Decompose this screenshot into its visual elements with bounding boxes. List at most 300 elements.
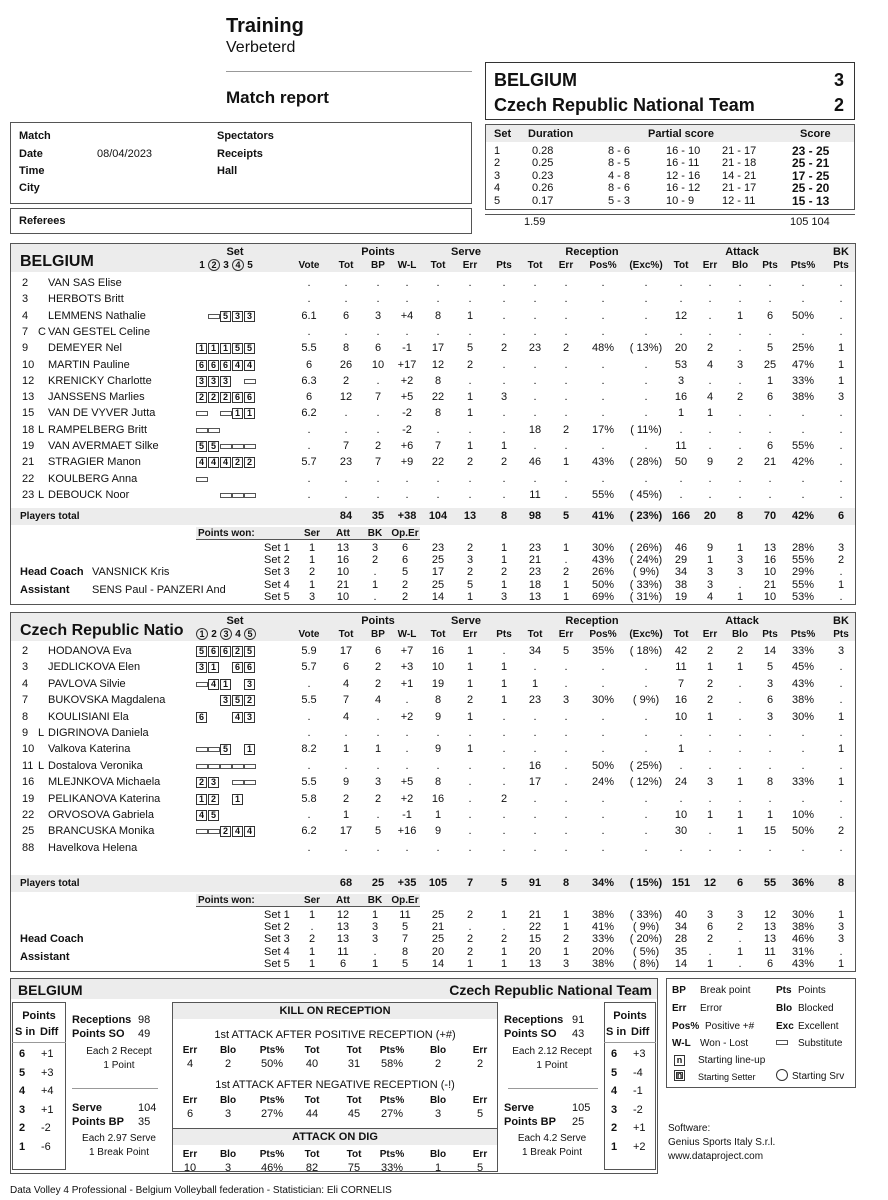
stat-cell: . <box>708 440 712 452</box>
stat-cell: . <box>738 277 742 289</box>
stat-cell: . <box>405 472 409 485</box>
stat-cell: 1 <box>342 743 350 756</box>
set-cell: 28 <box>674 933 688 946</box>
stat-cell: . <box>601 309 605 322</box>
legend-err-text: Error <box>700 1003 723 1014</box>
match-info-box <box>10 122 472 204</box>
set-cell: 28% <box>791 542 815 554</box>
total-cell: +38 <box>397 510 417 522</box>
set-cell: 3 <box>837 933 845 946</box>
kill-value: 40 <box>305 1058 319 1070</box>
legend-pts-text: Points <box>798 985 826 996</box>
stat-cell: 38% <box>791 391 815 404</box>
stat-cell: 1 <box>466 440 474 452</box>
set-cell: 43% <box>791 957 815 970</box>
stat-cell: 21 <box>763 456 777 469</box>
set-cell: 10 <box>336 590 350 603</box>
stat-cell: . <box>708 423 712 436</box>
rotation-box: 6 <box>244 662 255 673</box>
substitute-icon <box>208 747 220 752</box>
set-cell: 1 <box>466 957 474 970</box>
stat-cell: . <box>502 407 506 420</box>
stat-cell: ( 25%) <box>629 759 663 772</box>
stat-cell: 1 <box>466 677 474 690</box>
stat-cell: . <box>738 727 742 739</box>
stat-cell: 1 <box>736 661 744 674</box>
kill-col-header: Tot <box>346 1149 362 1160</box>
set-cell: 2 <box>308 566 316 579</box>
set-cell: 1 <box>500 542 508 554</box>
stat-cell: 3 <box>677 374 685 387</box>
stat-cell: 10% <box>791 809 815 821</box>
stat-cell: 1 <box>736 776 744 789</box>
player-number: 3 <box>22 293 29 306</box>
stat-cell: . <box>839 277 843 289</box>
substitute-icon <box>244 780 256 785</box>
rotation-box: 2 <box>244 457 255 468</box>
rotation-box: 5 <box>244 646 255 657</box>
stat-cell: . <box>644 727 648 739</box>
stat-cell: 3 <box>766 677 774 690</box>
starting-lineup-icon: n <box>674 1055 685 1066</box>
home-serve: 104 <box>138 1102 157 1114</box>
home-each-recept: Each 2 Recept <box>86 1046 152 1057</box>
stat-cell: 5.9 <box>301 645 317 657</box>
set-cell: 40 <box>674 909 688 921</box>
player-number: 19 <box>22 792 35 805</box>
players-total-label: Players total <box>20 878 80 889</box>
set-cell: 1 <box>371 957 379 970</box>
home-sin-label: S in <box>15 1026 36 1038</box>
home-team-name: BELGIUM <box>494 70 577 90</box>
column-header: (Exc%) <box>629 260 663 271</box>
kill-title: KILL ON RECEPTION <box>279 1005 391 1017</box>
stat-cell: . <box>839 809 843 821</box>
kill-col-header: Err <box>472 1095 488 1106</box>
home-sets-won: 3 <box>833 70 844 90</box>
stat-cell: +2 <box>400 792 414 805</box>
stat-cell: 1 <box>837 374 845 387</box>
stat-cell: . <box>344 472 348 485</box>
set-cell: 1 <box>371 909 379 921</box>
stat-cell: 5.7 <box>301 661 317 674</box>
away-points-label: Points <box>613 1010 647 1022</box>
stat-cell: . <box>839 792 843 805</box>
stat-cell: . <box>564 841 568 854</box>
stat-cell: +3 <box>400 661 414 674</box>
rotation-number: 2 <box>19 1122 26 1134</box>
set-cell: 31% <box>791 945 815 958</box>
stat-cell: 1 <box>466 661 474 674</box>
set-cell: 10 <box>763 590 777 603</box>
stat-cell: +9 <box>400 456 414 469</box>
home-serve-label: Serve <box>72 1102 102 1114</box>
stat-cell: 8 <box>434 309 442 322</box>
stat-cell: 33% <box>791 374 815 387</box>
stat-cell: . <box>344 423 348 436</box>
stat-cell: . <box>839 293 843 306</box>
stat-cell: 50% <box>791 825 815 838</box>
substitute-icon <box>196 764 208 769</box>
stat-cell: 38% <box>791 694 815 707</box>
column-header: Vote <box>298 629 320 640</box>
home-break-point: 1 Break Point <box>88 1147 150 1158</box>
set-cell: 3 <box>500 590 508 603</box>
set-cell: 16 - 12 <box>666 182 701 195</box>
legend-pos-text: Positive +# <box>705 1021 755 1032</box>
column-header: Err <box>462 260 478 271</box>
set-row-label: Set 3 <box>264 566 290 579</box>
stat-cell: . <box>405 743 409 756</box>
stat-cell: 11 <box>675 440 687 452</box>
stat-cell: . <box>768 293 772 306</box>
stat-cell: . <box>533 841 537 854</box>
player-role: L <box>38 727 45 739</box>
away-diff-label: Diff <box>631 1026 650 1038</box>
substitute-icon <box>232 493 244 498</box>
stat-cell: . <box>564 677 568 690</box>
player-name: JANSSENS Marlies <box>48 391 145 404</box>
total-cell: 84 <box>339 510 353 522</box>
stat-cell: . <box>679 841 683 854</box>
away-each-recept: Each 2.12 Recept <box>512 1046 592 1057</box>
stat-cell: . <box>533 391 537 404</box>
group-header: Set <box>226 246 244 258</box>
stat-cell: . <box>564 759 568 772</box>
player-name: VAN DE VYVER Jutta <box>48 407 156 420</box>
stat-cell: . <box>468 841 472 854</box>
stat-cell: 6.3 <box>301 374 317 387</box>
player-name: HODANOVA Eva <box>48 645 132 657</box>
set-cell: 16 - 10 <box>666 145 701 157</box>
kill-value: 6 <box>186 1108 194 1120</box>
stat-cell: 1 <box>706 710 714 723</box>
spectators-label: Spectators <box>217 130 274 142</box>
stat-cell: 2 <box>466 358 474 371</box>
substitute-icon <box>220 444 232 449</box>
team-a-assistant: SENS Paul - PANZERI And <box>92 584 226 596</box>
rotation-box: 1 <box>220 343 231 354</box>
set-cell: 8 - 6 <box>608 145 631 157</box>
kill-value: 44 <box>305 1108 319 1120</box>
legend-wl: W-L <box>672 1038 691 1049</box>
rotation-number: 3 <box>611 1103 618 1116</box>
stat-cell: . <box>644 809 648 821</box>
kill-col-header: Blo <box>429 1095 447 1106</box>
stat-cell: . <box>468 293 472 306</box>
stat-cell: . <box>839 456 843 469</box>
dig-title: ATTACK ON DIG <box>292 1131 378 1143</box>
set-cell: 1 <box>308 957 316 970</box>
stat-cell: . <box>533 358 537 371</box>
player-name: VAN AVERMAET Silke <box>48 440 159 452</box>
set-cell: 22 <box>528 921 542 934</box>
rotation-box: 2 <box>196 392 207 403</box>
set-index <box>220 628 232 641</box>
stat-cell: . <box>839 407 843 420</box>
kill-col-header: Blo <box>429 1149 447 1160</box>
player-number: 10 <box>22 358 35 371</box>
stat-cell: 3 <box>374 309 382 322</box>
stat-cell: . <box>708 792 712 805</box>
pos-attack-title: 1st ATTACK AFTER POSITIVE RECEPTION (+#) <box>214 1029 456 1041</box>
player-number: 3 <box>22 661 29 674</box>
rotation-box: 4 <box>244 360 255 371</box>
set-cell: 1 <box>562 909 570 921</box>
stat-cell: . <box>601 374 605 387</box>
away-receptions-label: Receptions <box>504 1014 564 1026</box>
stat-cell: . <box>533 374 537 387</box>
stat-cell: 6 <box>305 391 313 404</box>
rotation-box: 6 <box>196 712 207 723</box>
set-cell: 38% <box>791 921 815 934</box>
stat-cell: . <box>644 374 648 387</box>
rotation-box: 6 <box>208 360 219 371</box>
rotation-diff: -1 <box>633 1085 643 1097</box>
rotation-box: 4 <box>232 360 243 371</box>
stat-cell: 3 <box>562 694 570 707</box>
stat-cell: 5.5 <box>301 342 317 355</box>
set-cell: 5 <box>401 566 409 579</box>
kill-value: 75 <box>347 1162 361 1174</box>
stat-cell: 9 <box>434 743 442 756</box>
rotation-box: 1 <box>220 679 231 690</box>
stat-cell: . <box>644 825 648 838</box>
player-name: RAMPELBERG Britt <box>48 423 148 436</box>
rotation-box: 4 <box>208 457 219 468</box>
stat-cell: . <box>801 488 805 501</box>
stat-cell: 33% <box>791 776 815 789</box>
stat-cell: . <box>738 374 742 387</box>
stat-cell: . <box>644 358 648 371</box>
stat-cell: 46 <box>528 456 542 469</box>
set-cell: 9 <box>706 542 714 554</box>
stat-cell: 1 <box>706 661 714 674</box>
legend-srv-text: Starting Srv <box>792 1071 845 1082</box>
set-cell: 13 <box>336 933 350 946</box>
stat-cell: 6.1 <box>301 309 317 322</box>
kill-value: 5 <box>476 1108 484 1120</box>
stat-cell: 1 <box>466 309 474 322</box>
set-cell: 55% <box>791 554 815 567</box>
stat-cell: . <box>405 841 409 854</box>
stat-cell: . <box>344 407 348 420</box>
stat-cell: . <box>801 325 805 338</box>
stat-cell: . <box>564 374 568 387</box>
set-cell: 20 <box>528 945 542 958</box>
stat-cell: 11 <box>529 488 541 501</box>
set-cell: . <box>839 590 843 603</box>
set-cell: 13 <box>763 933 777 946</box>
stat-cell: . <box>307 440 311 452</box>
set-cell: 1 <box>562 578 570 591</box>
kill-col-header: Blo <box>219 1045 237 1056</box>
set-cell: 21 <box>528 554 542 567</box>
stat-cell: . <box>708 325 712 338</box>
substitute-icon <box>208 764 220 769</box>
stat-cell: . <box>468 727 472 739</box>
column-header: Err <box>558 629 574 640</box>
set-circle-icon: 1 <box>196 628 208 640</box>
set-cell: 4 - 8 <box>608 169 631 182</box>
kill-col-header: Pts% <box>259 1095 285 1106</box>
rotation-box: 1 <box>208 343 219 354</box>
match-label: Match <box>19 130 51 142</box>
set-cell: 5 <box>401 921 409 934</box>
set-cell: 3 <box>371 921 379 934</box>
stat-cell: 16 <box>431 792 445 805</box>
total-cell: 8 <box>736 510 744 522</box>
stat-cell: . <box>768 727 772 739</box>
rotation-number: 1 <box>611 1140 618 1153</box>
stat-cell: . <box>768 792 772 805</box>
stat-cell: -1 <box>402 809 412 821</box>
stat-cell: . <box>376 325 380 338</box>
set-cell: 0.28 <box>532 145 554 157</box>
player-role: L <box>38 488 45 501</box>
column-header: Err <box>462 629 478 640</box>
player-name: KOULBERG Anna <box>48 472 138 485</box>
stat-cell: 8 <box>434 407 442 420</box>
total-cell: 13 <box>463 510 477 522</box>
stat-cell: . <box>307 841 311 854</box>
set-cell: 29 <box>674 554 688 567</box>
rotation-box: 1 <box>244 408 255 419</box>
stat-cell: . <box>768 472 772 485</box>
stat-cell: . <box>708 825 712 838</box>
stat-cell: . <box>502 309 506 322</box>
player-number: 21 <box>22 456 35 469</box>
kill-col-header: Err <box>472 1045 488 1056</box>
set-cell: 53% <box>791 590 815 603</box>
group-header: Reception <box>565 246 619 258</box>
stat-cell: . <box>679 277 683 289</box>
set-cell: 15 <box>528 933 542 946</box>
set-cell: . <box>468 921 472 934</box>
stat-cell: . <box>436 472 440 485</box>
total-cell: 91 <box>528 877 542 889</box>
stat-cell: . <box>644 792 648 805</box>
stat-cell: . <box>679 325 683 338</box>
stat-cell: . <box>801 277 805 289</box>
time-label: Time <box>19 165 45 177</box>
set-index <box>232 259 244 272</box>
player-number: 2 <box>22 645 29 657</box>
set-index <box>244 628 256 641</box>
stat-cell: -2 <box>402 423 412 436</box>
kill-value: 2 <box>224 1058 232 1070</box>
set-cell: 3 <box>494 169 501 182</box>
stat-cell: . <box>376 407 380 420</box>
set-cell: . <box>373 566 377 579</box>
kill-col-header: Err <box>472 1149 488 1160</box>
set-cell: ( 33%) <box>629 909 663 921</box>
rotation-box: 5 <box>196 646 207 657</box>
home-receptions-label: Receptions <box>72 1014 132 1026</box>
player-number: 12 <box>22 374 35 387</box>
rotation-box: 6 <box>232 392 243 403</box>
stat-cell: 6 <box>342 661 350 674</box>
set-cell: 10 <box>763 566 777 579</box>
player-name: VAN SAS Elise <box>48 277 122 289</box>
stat-cell: . <box>738 710 742 723</box>
column-header: Tot <box>673 629 689 640</box>
points-won-label: Points won: <box>198 895 255 906</box>
rotation-box: 3 <box>244 679 255 690</box>
points-won-col: Ser <box>303 895 321 906</box>
set-cell: 19 <box>674 590 688 603</box>
stat-cell: . <box>436 277 440 289</box>
stat-cell: . <box>533 293 537 306</box>
stat-cell: 7 <box>342 694 350 707</box>
rotation-box: 4 <box>196 810 207 821</box>
stat-cell: 7 <box>677 677 685 690</box>
set-cell: . <box>373 590 377 603</box>
set-cell: 46% <box>791 933 815 946</box>
set-cell: 2 <box>466 542 474 554</box>
stat-cell: . <box>468 776 472 789</box>
stat-cell: 6 <box>766 694 774 707</box>
stat-cell: . <box>502 325 506 338</box>
stat-cell: . <box>644 841 648 854</box>
stat-cell: 8 <box>434 694 442 707</box>
stat-cell: . <box>708 841 712 854</box>
stat-cell: . <box>468 472 472 485</box>
set-cell: . <box>839 945 843 958</box>
player-name: STRAGIER Manon <box>48 456 141 469</box>
rotation-box: 6 <box>232 662 243 673</box>
player-name: BUKOVSKA Magdalena <box>48 694 166 707</box>
stat-cell: . <box>801 743 805 756</box>
column-header: Blo <box>731 260 749 271</box>
set-cell: 34 <box>674 566 688 579</box>
stat-cell: 11 <box>675 661 687 674</box>
stat-cell: 35% <box>591 645 615 657</box>
set-cell: 50% <box>591 578 615 591</box>
legend-err: Err <box>672 1003 687 1014</box>
stat-cell: . <box>376 809 380 821</box>
stat-cell: . <box>768 423 772 436</box>
set-cell: 2 <box>706 933 714 946</box>
rotation-box: 2 <box>220 826 231 837</box>
stat-cell: 7 <box>434 440 442 452</box>
total-cell: 5 <box>500 877 508 889</box>
set-cell: 1 <box>562 542 570 554</box>
kill-value: 45 <box>347 1108 361 1120</box>
stat-cell: . <box>533 472 537 485</box>
stat-cell: . <box>376 423 380 436</box>
set-cell: 14 <box>431 590 445 603</box>
set-cell: 21 <box>431 921 445 934</box>
set-score: 25 - 21 <box>792 156 830 171</box>
substitute-icon <box>244 764 256 769</box>
set-cell: ( 24%) <box>629 554 663 567</box>
rotation-diff: +1 <box>41 1048 54 1060</box>
stat-cell: . <box>738 423 742 436</box>
stat-cell: . <box>405 694 409 707</box>
rotation-box: 2 <box>208 794 219 805</box>
stat-cell: . <box>708 743 712 756</box>
stat-cell: 8 <box>342 342 350 355</box>
stat-cell: . <box>601 727 605 739</box>
stat-cell: 2 <box>500 792 508 805</box>
rotation-diff: +4 <box>41 1085 54 1097</box>
total-cell: 7 <box>466 877 474 889</box>
player-number: 18 <box>22 423 35 436</box>
stat-cell: 17 <box>339 825 353 838</box>
stat-cell: 19 <box>431 677 445 690</box>
stat-cell: 6 <box>374 342 382 355</box>
